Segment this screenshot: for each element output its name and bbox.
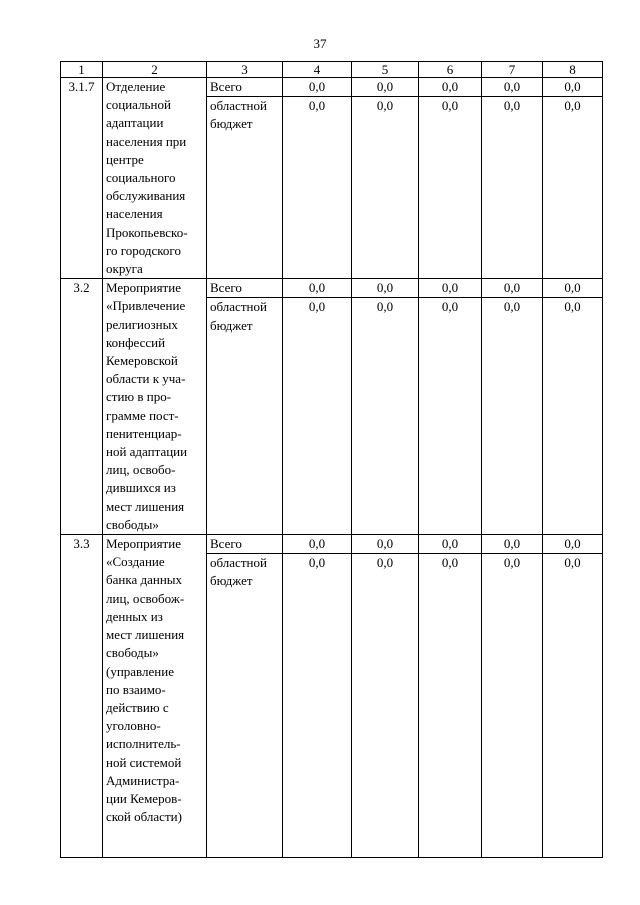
table-row — [61, 78, 603, 97]
value-col-8: 0,0 — [543, 97, 603, 279]
funding-source: Всего — [207, 78, 283, 97]
item-description: Отделение социальной адаптации населения при центре социального обслуживания населения Прокопьевско- го городского округа — [103, 78, 207, 279]
table-body — [61, 78, 603, 858]
page-number: 37 — [313, 36, 327, 51]
value-col-6: 0,0 — [419, 535, 482, 554]
funding-source: областной бюджет — [207, 298, 283, 535]
table-header — [61, 62, 603, 78]
value-col-4: 0,0 — [283, 78, 352, 97]
value-col-8: 0,0 — [543, 298, 603, 535]
value-col-6: 0,0 — [419, 279, 482, 298]
value-col-8: 0,0 — [543, 535, 603, 554]
header-col-4: 4 — [283, 62, 352, 78]
value-col-6: 0,0 — [419, 554, 482, 858]
value-col-5: 0,0 — [352, 554, 419, 858]
header-col-8: 8 — [543, 62, 603, 78]
value-col-5: 0,0 — [352, 279, 419, 298]
value-col-5: 0,0 — [352, 97, 419, 279]
value-col-7: 0,0 — [482, 554, 543, 858]
value-col-4: 0,0 — [283, 97, 352, 279]
value-col-7: 0,0 — [482, 97, 543, 279]
header-row — [61, 62, 603, 78]
header-col-2: 2 — [103, 62, 207, 78]
value-col-4: 0,0 — [283, 279, 352, 298]
value-col-8: 0,0 — [543, 78, 603, 97]
item-description: Мероприятие «Создание банка данных лиц, освобож- денных из мест лишения свободы» (управление по взаимо- действию с уголовно- исполнитель- ной системой Администра- ции Кемеров- ской области) — [103, 535, 207, 858]
budget-table — [60, 61, 603, 858]
value-col-5: 0,0 — [352, 535, 419, 554]
header-col-7: 7 — [482, 62, 543, 78]
funding-source: Всего — [207, 535, 283, 554]
value-col-8: 0,0 — [543, 554, 603, 858]
item-description: Мероприятие «Привлечение религиозных конфессий Кемеровской области к уча- стию в про- грамме пост- пенитенциар- ной адаптации лиц, освобо- дившихся из мест лишения свободы» — [103, 279, 207, 535]
header-col-6: 6 — [419, 62, 482, 78]
item-number: 3.3 — [61, 535, 103, 858]
funding-source: Всего — [207, 279, 283, 298]
value-col-6: 0,0 — [419, 97, 482, 279]
value-col-7: 0,0 — [482, 279, 543, 298]
table-row — [61, 535, 603, 554]
value-col-5: 0,0 — [352, 78, 419, 97]
value-col-8: 0,0 — [543, 279, 603, 298]
value-col-4: 0,0 — [283, 554, 352, 858]
funding-source: областной бюджет — [207, 554, 283, 858]
header-col-5: 5 — [352, 62, 419, 78]
header-col-1: 1 — [61, 62, 103, 78]
value-col-6: 0,0 — [419, 78, 482, 97]
item-number: 3.2 — [61, 279, 103, 535]
value-col-4: 0,0 — [283, 298, 352, 535]
value-col-7: 0,0 — [482, 298, 543, 535]
header-col-3: 3 — [207, 62, 283, 78]
value-col-7: 0,0 — [482, 78, 543, 97]
table-row — [61, 279, 603, 298]
value-col-7: 0,0 — [482, 535, 543, 554]
value-col-6: 0,0 — [419, 298, 482, 535]
funding-source: областной бюджет — [207, 97, 283, 279]
value-col-5: 0,0 — [352, 298, 419, 535]
item-number: 3.1.7 — [61, 78, 103, 279]
value-col-4: 0,0 — [283, 535, 352, 554]
